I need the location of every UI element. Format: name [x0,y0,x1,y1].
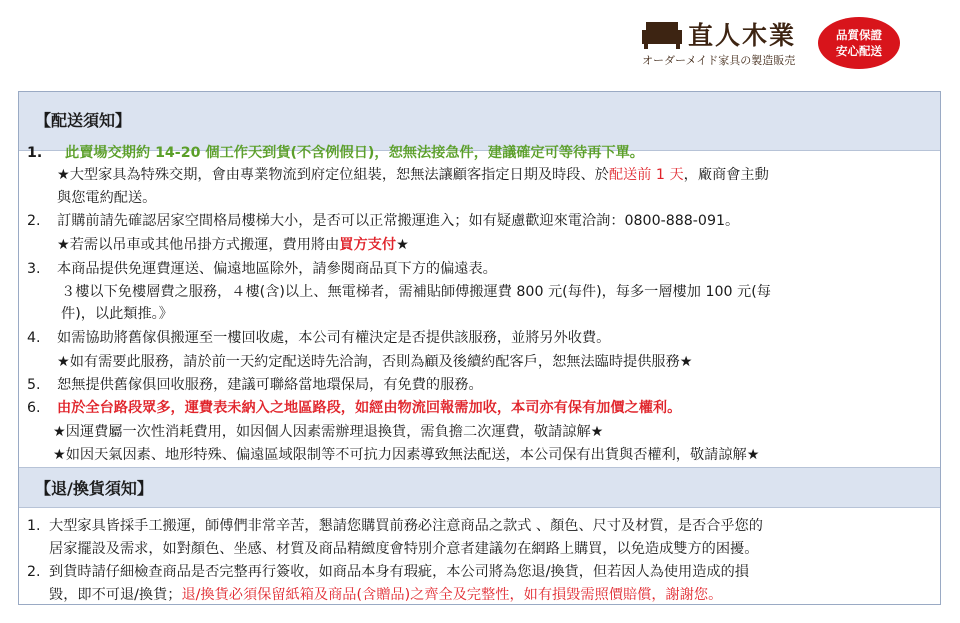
returns-item-2-line2 [49,585,722,605]
returns-section-header [19,467,940,508]
returns-item-2-line1: 到貨時請仔細檢查商品是否完整再行簽收，如商品本身有瑕疵，本公司將為您退/換貨，但若因人為使用造成的損 [49,564,749,580]
delivery-item-6-main: 由於全台路段眾多，運費表未納入之地區路段，如經由物流回報需加收，本司亦有保有加價之權利。 [57,400,682,416]
brand-logo [640,14,910,74]
delivery-item-2-note-highlight: 買方支付 [339,237,397,253]
delivery-item-1-main: 此賣場交期約 14-20 個工作天到貨(不含例假日)，恕無法接急件，建議確定可等待再下單。 [65,145,644,161]
delivery-item-1-note-c: ，廠商會主動 [683,167,769,183]
quality-badge [818,17,900,69]
delivery-item-1-number: 1. [27,145,43,161]
delivery-item-2-note-c: ★ [396,237,409,253]
delivery-item-3-note-line1: ３樓以下免樓層費之服務，４樓(含)以上、無電梯者，需補貼師傅搬運費 800 元(每件)，每多一層樓加 100 元(每 [61,284,771,300]
delivery-item-5-number: 5. [27,377,41,393]
delivery-item-6-number: 6. [27,400,41,416]
returns-item-2-line2-highlight: 退/換貨必須保留紙箱及商品(含贈品)之齊全及完整性，如有損毀需照價賠償，謝謝您。 [181,587,723,603]
delivery-item-1-note-a: ★大型家具為特殊交期，會由專業物流到府定位組裝，恕無法讓顧客指定日期及時段、於 [57,167,609,183]
brand-name: 直人木業 [688,21,797,50]
brand-subtitle: オーダーメイド家具の製造販売 [642,54,796,67]
delivery-item-1-note [57,165,769,185]
delivery-item-5-main: 恕無提供舊傢俱回收服務，建議可聯絡當地環保局，有免費的服務。 [57,377,483,393]
delivery-item-4-main: 如需協助將舊傢俱搬運至一樓回收處，本公司有權決定是否提供該服務，並將另外收費。 [57,330,611,346]
notice-box [18,91,941,605]
returns-item-2-line2-a: 毀，即不可退/換貨； [49,587,182,603]
returns-item-2-number: 2. [27,564,41,580]
delivery-item-3-number: 3. [27,261,41,277]
delivery-item-2-main: 訂購前請先確認居家空間格局樓梯大小，是否可以正常搬運進入；如有疑慮歡迎來電洽詢：0800-888-091。 [57,213,740,229]
returns-item-1-number: 1. [27,518,41,534]
delivery-item-6-note-line1: ★因運費屬一次性消耗費用，如因個人因素需辦理退換貨，需負擔二次運費，敬請諒解★ [53,424,604,440]
delivery-item-3-main: 本商品提供免運費運送、偏遠地區除外，請參閱商品頁下方的偏遠表。 [57,261,497,277]
sofa-icon [642,20,682,50]
returns-item-1-line1: 大型家具皆採手工搬運，師傅們非常辛苦，懇請您購買前務必注意商品之款式 、顏色、尺寸及材質，是否合乎您的 [49,518,763,534]
returns-heading: 【退/換貨須知】 [35,479,153,498]
delivery-item-4-number: 4. [27,330,41,346]
delivery-item-6-note-line2: ★如因天氣因素、地形特殊、偏遠區域限制等不可抗力因素導致無法配送，本公司保有出貨與否權利，敬請諒解★ [53,447,760,463]
delivery-item-2-note-a: ★若需以吊車或其他吊掛方式搬運，費用將由 [57,237,340,253]
badge-line-1: 品質保證 [836,28,882,42]
delivery-item-1-note-highlight: 配送前 1 天 [608,167,684,183]
badge-line-2: 安心配送 [836,44,882,58]
delivery-item-2-note [57,235,409,255]
delivery-item-4-note: ★如有需要此服務，請於前一天約定配送時先洽詢，否則為顧及後續約配客戶，恕無法臨時提供服務★ [57,354,693,370]
delivery-item-2-number: 2. [27,213,41,229]
delivery-heading: 【配送須知】 [35,111,132,130]
delivery-item-1-note-line2: 與您電約配送。 [57,190,157,206]
returns-item-1-line2: 居家擺設及需求，如對顏色、坐感、材質及商品精緻度會特別介意者建議勿在網路上購買，以免造成雙方的困擾。 [49,541,759,557]
delivery-item-3-note-line2: 件)，以此類推。》 [61,306,173,322]
